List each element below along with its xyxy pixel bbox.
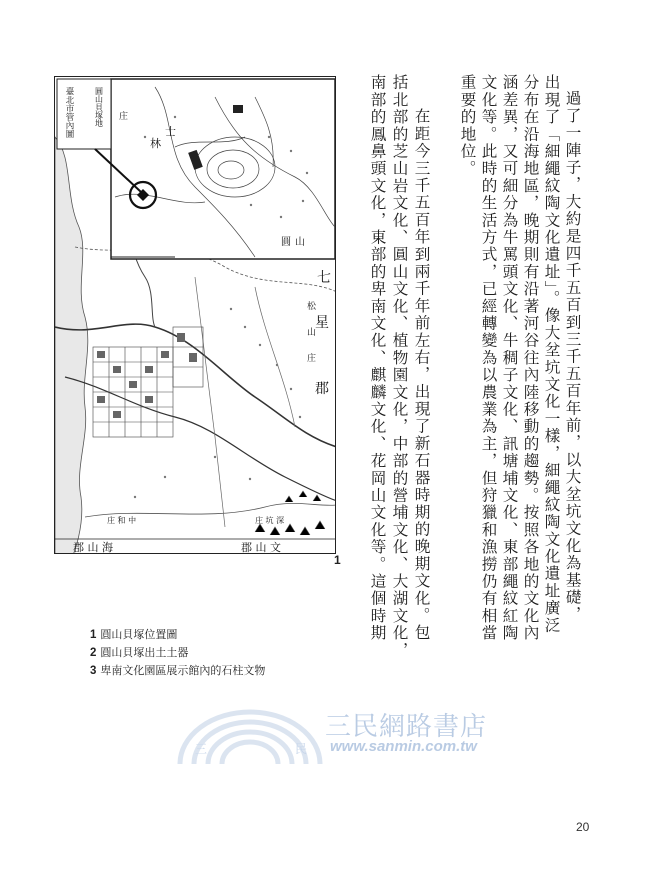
caption-item	[90, 644, 265, 662]
map-label-yuanshan-shan: 山	[295, 237, 305, 248]
caption-item	[90, 662, 265, 680]
caption-number: 1	[90, 629, 97, 641]
map-label-songshan: 松	[307, 302, 317, 312]
figure-number: 1	[334, 553, 341, 567]
body-text-column-7: 在距今三千五百年到兩千年前左右，出現了新石器時期的晚期文化。包	[412, 108, 431, 642]
map-inset-title: 臺北市管內圖	[64, 87, 74, 138]
caption-number: 3	[90, 665, 97, 677]
body-text-column-6: 重要的地位。	[458, 74, 477, 178]
watermark-url: www.sanmin.com.tw	[330, 738, 477, 755]
map-label-bottom-right: 郡 山 文	[241, 541, 281, 554]
caption-list	[90, 626, 265, 680]
map-drawing	[55, 77, 336, 554]
map-label-qi: 七	[317, 270, 331, 286]
page-number: 20	[576, 820, 590, 834]
caption-text: 卑南文化園區展示館內的石柱文物	[100, 664, 266, 677]
watermark-right-char: 民	[295, 742, 308, 756]
body-text-column-4: 涵差異，又可細分為牛罵頭文化、牛稠子文化、訊塘埔文化、東部繩紋紅陶	[500, 74, 519, 642]
map-label-shilin-lin: 林	[150, 137, 161, 150]
caption-text: 圓山貝塚位置圖	[100, 628, 178, 641]
body-text-column-5: 文化等。此時的生活方式，已經轉變為以農業為主，但狩獵和漁撈仍有相當	[479, 74, 498, 642]
caption-item	[90, 626, 265, 644]
watermark-title: 三民網路書店	[325, 712, 488, 742]
body-text-column-3: 分布在沿海地區，晚期則有沿著河谷往內陸移動的趨勢。按照各地的文化內	[521, 74, 540, 642]
caption-text: 圓山貝塚出土土器	[100, 646, 189, 659]
map-label-zhonghe: 庄 和 中	[107, 516, 137, 525]
map-label-shilin-shi: 士	[165, 125, 176, 138]
body-text-column-9: 南部的鳳鼻頭文化，東部的卑南文化、麒麟文化、花岡山文化等。這個時期	[368, 74, 387, 642]
body-text-column-2: 出現了「細繩紋陶文化遺址」。像大坌坑文化一樣，細繩紋陶文化遺址廣泛	[542, 74, 561, 634]
map-label-yuan: 圓	[281, 237, 291, 248]
map-label-xing: 星	[315, 315, 329, 331]
map-label-jun: 郡	[315, 381, 329, 397]
watermark-left-char: 三	[195, 742, 208, 756]
body-text-column-8: 括北部的芝山岩文化、圓山文化、植物園文化，中部的營埔文化、大湖文化，	[390, 74, 409, 659]
map-label-shenkeng: 庄 坑 深	[255, 516, 285, 525]
caption-number: 2	[90, 647, 97, 659]
body-text-column-1: 過了一陣子，大約是四千五百到三千五百年前，以大坌坑文化為基礎，	[563, 90, 582, 624]
map-label-shan: 山	[307, 328, 317, 338]
map-inset-note: 圓山貝塚地	[94, 87, 104, 127]
map-label-zhuang: 庄	[307, 354, 317, 364]
map-label-bottom-left: 郡 山 海	[73, 541, 113, 554]
map-figure	[54, 76, 336, 554]
map-label-shilin-zhuang: 庄	[119, 112, 129, 122]
